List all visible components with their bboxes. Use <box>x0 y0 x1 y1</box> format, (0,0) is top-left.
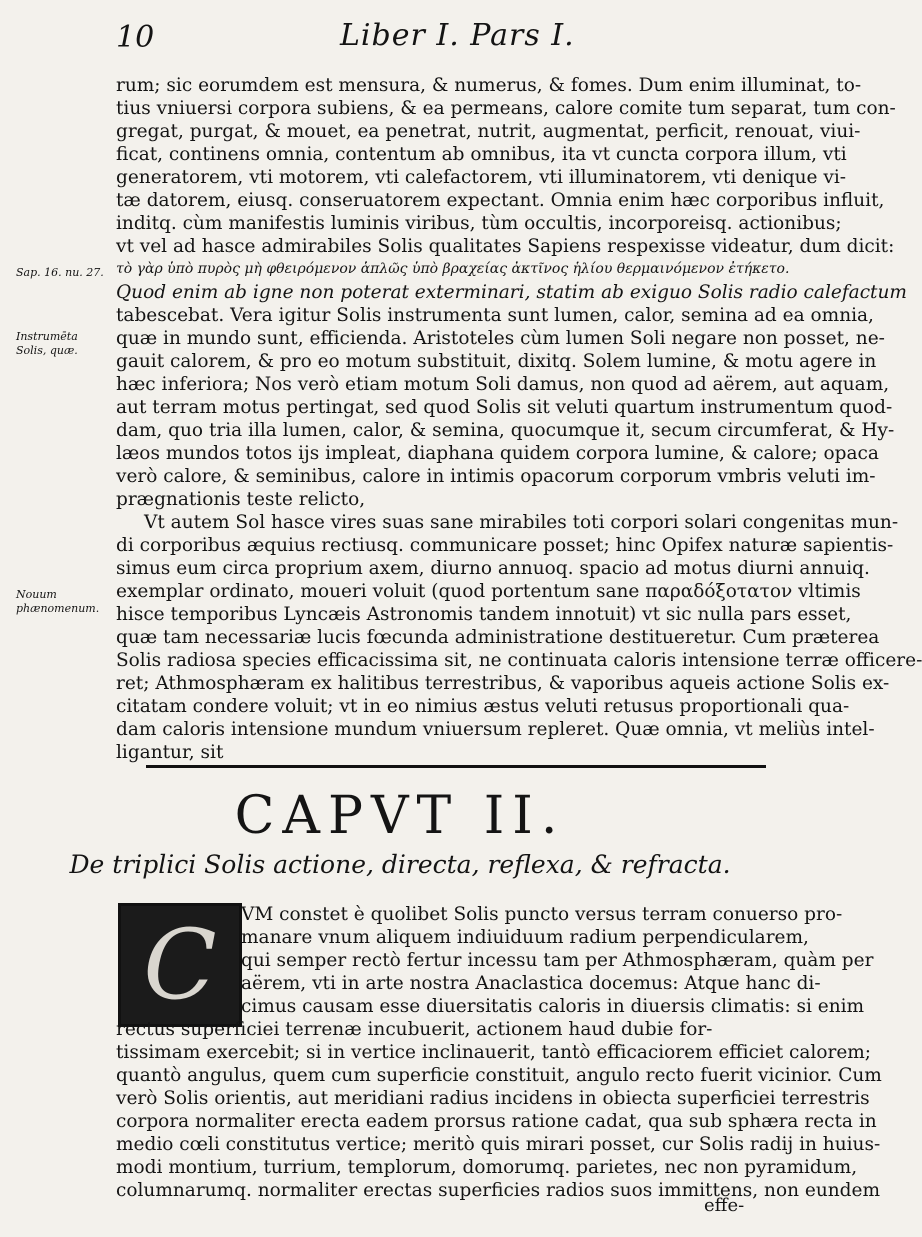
text-line: columnarumq. normaliter erectas superficies radios suos immittens, non eundem <box>116 1180 880 1201</box>
initial-letter: C <box>143 909 217 1021</box>
body-text <box>116 74 922 764</box>
page-header <box>110 14 770 54</box>
text-line: ficat, continens omnia, contentum ab omnibus, ita vt cuncta corpora illum, vti <box>116 144 847 165</box>
text-line: di corporibus æquius rectiusq. communicare posset; hinc Opifex naturæ sapientis- <box>116 535 894 556</box>
text-line: tæ datorem, eiusq. conseruatorem expectant. Omnia enim hæc corporibus influit, <box>116 190 885 211</box>
text-line: cimus causam esse diuersitatis caloris in diuersis climatis: si enim <box>241 996 865 1017</box>
text-line: modi montium, turrium, templorum, domorumq. parietes, nec non pyramidum, <box>116 1157 858 1178</box>
text-line: aërem, vti in arte nostra Anaclastica docemus: Atque hanc di- <box>241 973 821 994</box>
text-line: prægnationis teste relicto, <box>116 489 366 510</box>
text-line: tabescebat. Vera igitur Solis instrumenta sunt lumen, calor, semina ad ea omnia, <box>116 305 874 326</box>
text-line: dam, quo tria illa lumen, calor, & semina, quocumque it, secum circumferat, & Hy- <box>116 420 895 441</box>
text-line: generatorem, vti motorem, vti calefactorem, vti illuminatorem, vti denique vi- <box>116 167 847 188</box>
text-line: ret; Athmosphæram ex halitibus terrestribus, & vaporibus aqueis actione Solis ex- <box>116 673 890 694</box>
text-line: tissimam exercebit; si in vertice inclinauerit, tantò efficaciorem efficiet calorem; <box>116 1042 872 1063</box>
text-line: VM constet è quolibet Solis puncto versus terram conuerso pro- <box>241 904 843 925</box>
text-line: verò calore, & seminibus, calore in intimis opacorum corporum vmbris veluti im- <box>116 466 876 487</box>
text-line: quantò angulus, quem cum superficie constituit, angulo recto fuerit vicinior. Cum <box>116 1065 882 1086</box>
text-line: verò Solis orientis, aut meridiani radius incidens in obiecta superficiei terrestris <box>116 1088 870 1109</box>
chapter-subtitle: De triplici Solis actione, directa, reflexa, & refracta. <box>69 850 731 879</box>
text-line: corpora normaliter erecta eadem prorsus ratione cadat, qua sub sphæra recta in <box>116 1111 877 1132</box>
text-line: Solis radiosa species efficacissima sit, ne continuata caloris intensione terræ officere- <box>116 650 922 671</box>
text-line: inditq. cùm manifestis luminis viribus, tùm occultis, incorporeisq. actionibus; <box>116 213 842 234</box>
section-divider <box>146 765 766 768</box>
text-line: gauit calorem, & pro eo motum substituit, dixitq. Solem lumine, & motu agere in <box>116 351 877 372</box>
text-line: quæ in mundo sunt, efficienda. Aristoteles cùm lumen Soli negare non posset, ne- <box>116 328 885 349</box>
text-line: læos mundos totos ijs impleat, diaphana quidem corpora lumine, & calore; opaca <box>116 443 879 464</box>
page-number: 10 <box>116 20 155 55</box>
text-line: quæ tam necessariæ lucis fœcunda administratione destitueretur. Cum præterea <box>116 627 880 648</box>
text-line: exemplar ordinato, moueri voluit (quod portentum sane παραδόξοτατον vltimis <box>116 581 861 602</box>
text-line: qui semper rectò fertur incessu tam per Athmosphæram, quàm per <box>241 950 874 971</box>
text-line: Vt autem Sol hasce vires suas sane mirabiles toti corpori solari congenitas mun- <box>144 512 899 533</box>
text-line: hisce temporibus Lyncæis Astronomis tandem innotuit) vt sic nulla pars esset, <box>116 604 852 625</box>
text-line: tius vniuersi corpora subiens, & ea permeans, calore comite tum separat, tum con- <box>116 98 896 119</box>
text-line: citatam condere voluit; vt in eo nimius æstus veluti retusus proportionali qua- <box>116 696 850 717</box>
chapter-text <box>116 903 882 1202</box>
greek-quotation: τὸ γὰρ ὑπὸ πυρὸς μὴ φθειρόμενον ἁπλῶς ὑπὸ βραχείας ἀκτῖνος ἡλίου θερμαινόμενον ἐτήκετο. <box>116 261 790 277</box>
running-title: Liber I. Pars I. <box>340 18 575 53</box>
margin-note-sap: Sap. 16. nu. 27. <box>16 266 104 279</box>
margin-note-novum: Nouum phænomenum. <box>16 588 100 615</box>
text-line: vt vel ad hasce admirabiles Solis qualitates Sapiens respexisse videatur, dum dicit: <box>116 236 895 257</box>
text-line: hæc inferiora; Nos verò etiam motum Soli damus, non quod ad aërem, aut aquam, <box>116 374 890 395</box>
text-line: medio cœli constitutus vertice; meritò quis mirari posset, cur Solis radij in huius- <box>116 1134 881 1155</box>
text-line: rum; sic eorumdem est mensura, & numerus, & fomes. Dum enim illuminat, to- <box>116 75 862 96</box>
margin-note-instrumenta: Instrumēta Solis, quæ. <box>16 330 78 357</box>
text-line: simus eum circa proprium axem, diurno annuoq. spacio ad motus diurni annuiq. <box>116 558 870 579</box>
text-line: gregat, purgat, & mouet, ea penetrat, nutrit, augmentat, perficit, renouat, viui- <box>116 121 861 142</box>
text-line: dam caloris intensione mundum vniuersum repleret. Quæ omnia, vt meliùs intel- <box>116 719 875 740</box>
latin-quotation: Quod enim ab igne non poterat exterminari, statim ab exiguo Solis radio calefactum <box>116 282 907 303</box>
catchword: effe- <box>704 1195 745 1216</box>
text-line: ligantur, sit <box>116 742 224 763</box>
text-line: aut terram motus pertingat, sed quod Solis sit veluti quartum instrumentum quod- <box>116 397 893 418</box>
text-line: manare vnum aliquem indiuiduum radium perpendicularem, <box>241 927 809 948</box>
chapter-heading: CAPVT II. <box>234 786 566 846</box>
text-line: rectus superficiei terrenæ incubuerit, actionem haud dubie for- <box>116 1019 713 1040</box>
